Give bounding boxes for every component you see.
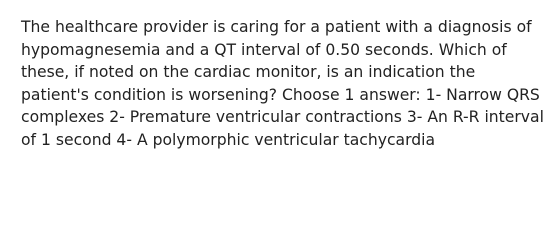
question-text: The healthcare provider is caring for a patient with a diagnosis of hypomagnesemia and a QT interval of 0.50 seconds. Which of these, if noted on the cardiac monitor, is an indication the patient's condition is worsening? Choose 1 answer: 1- Narrow QRS complexes 2- Premature ventricular contractions 3- An R-R interval of 1 second 4- A polymorphic ventricular tachycardia <box>21 18 544 149</box>
